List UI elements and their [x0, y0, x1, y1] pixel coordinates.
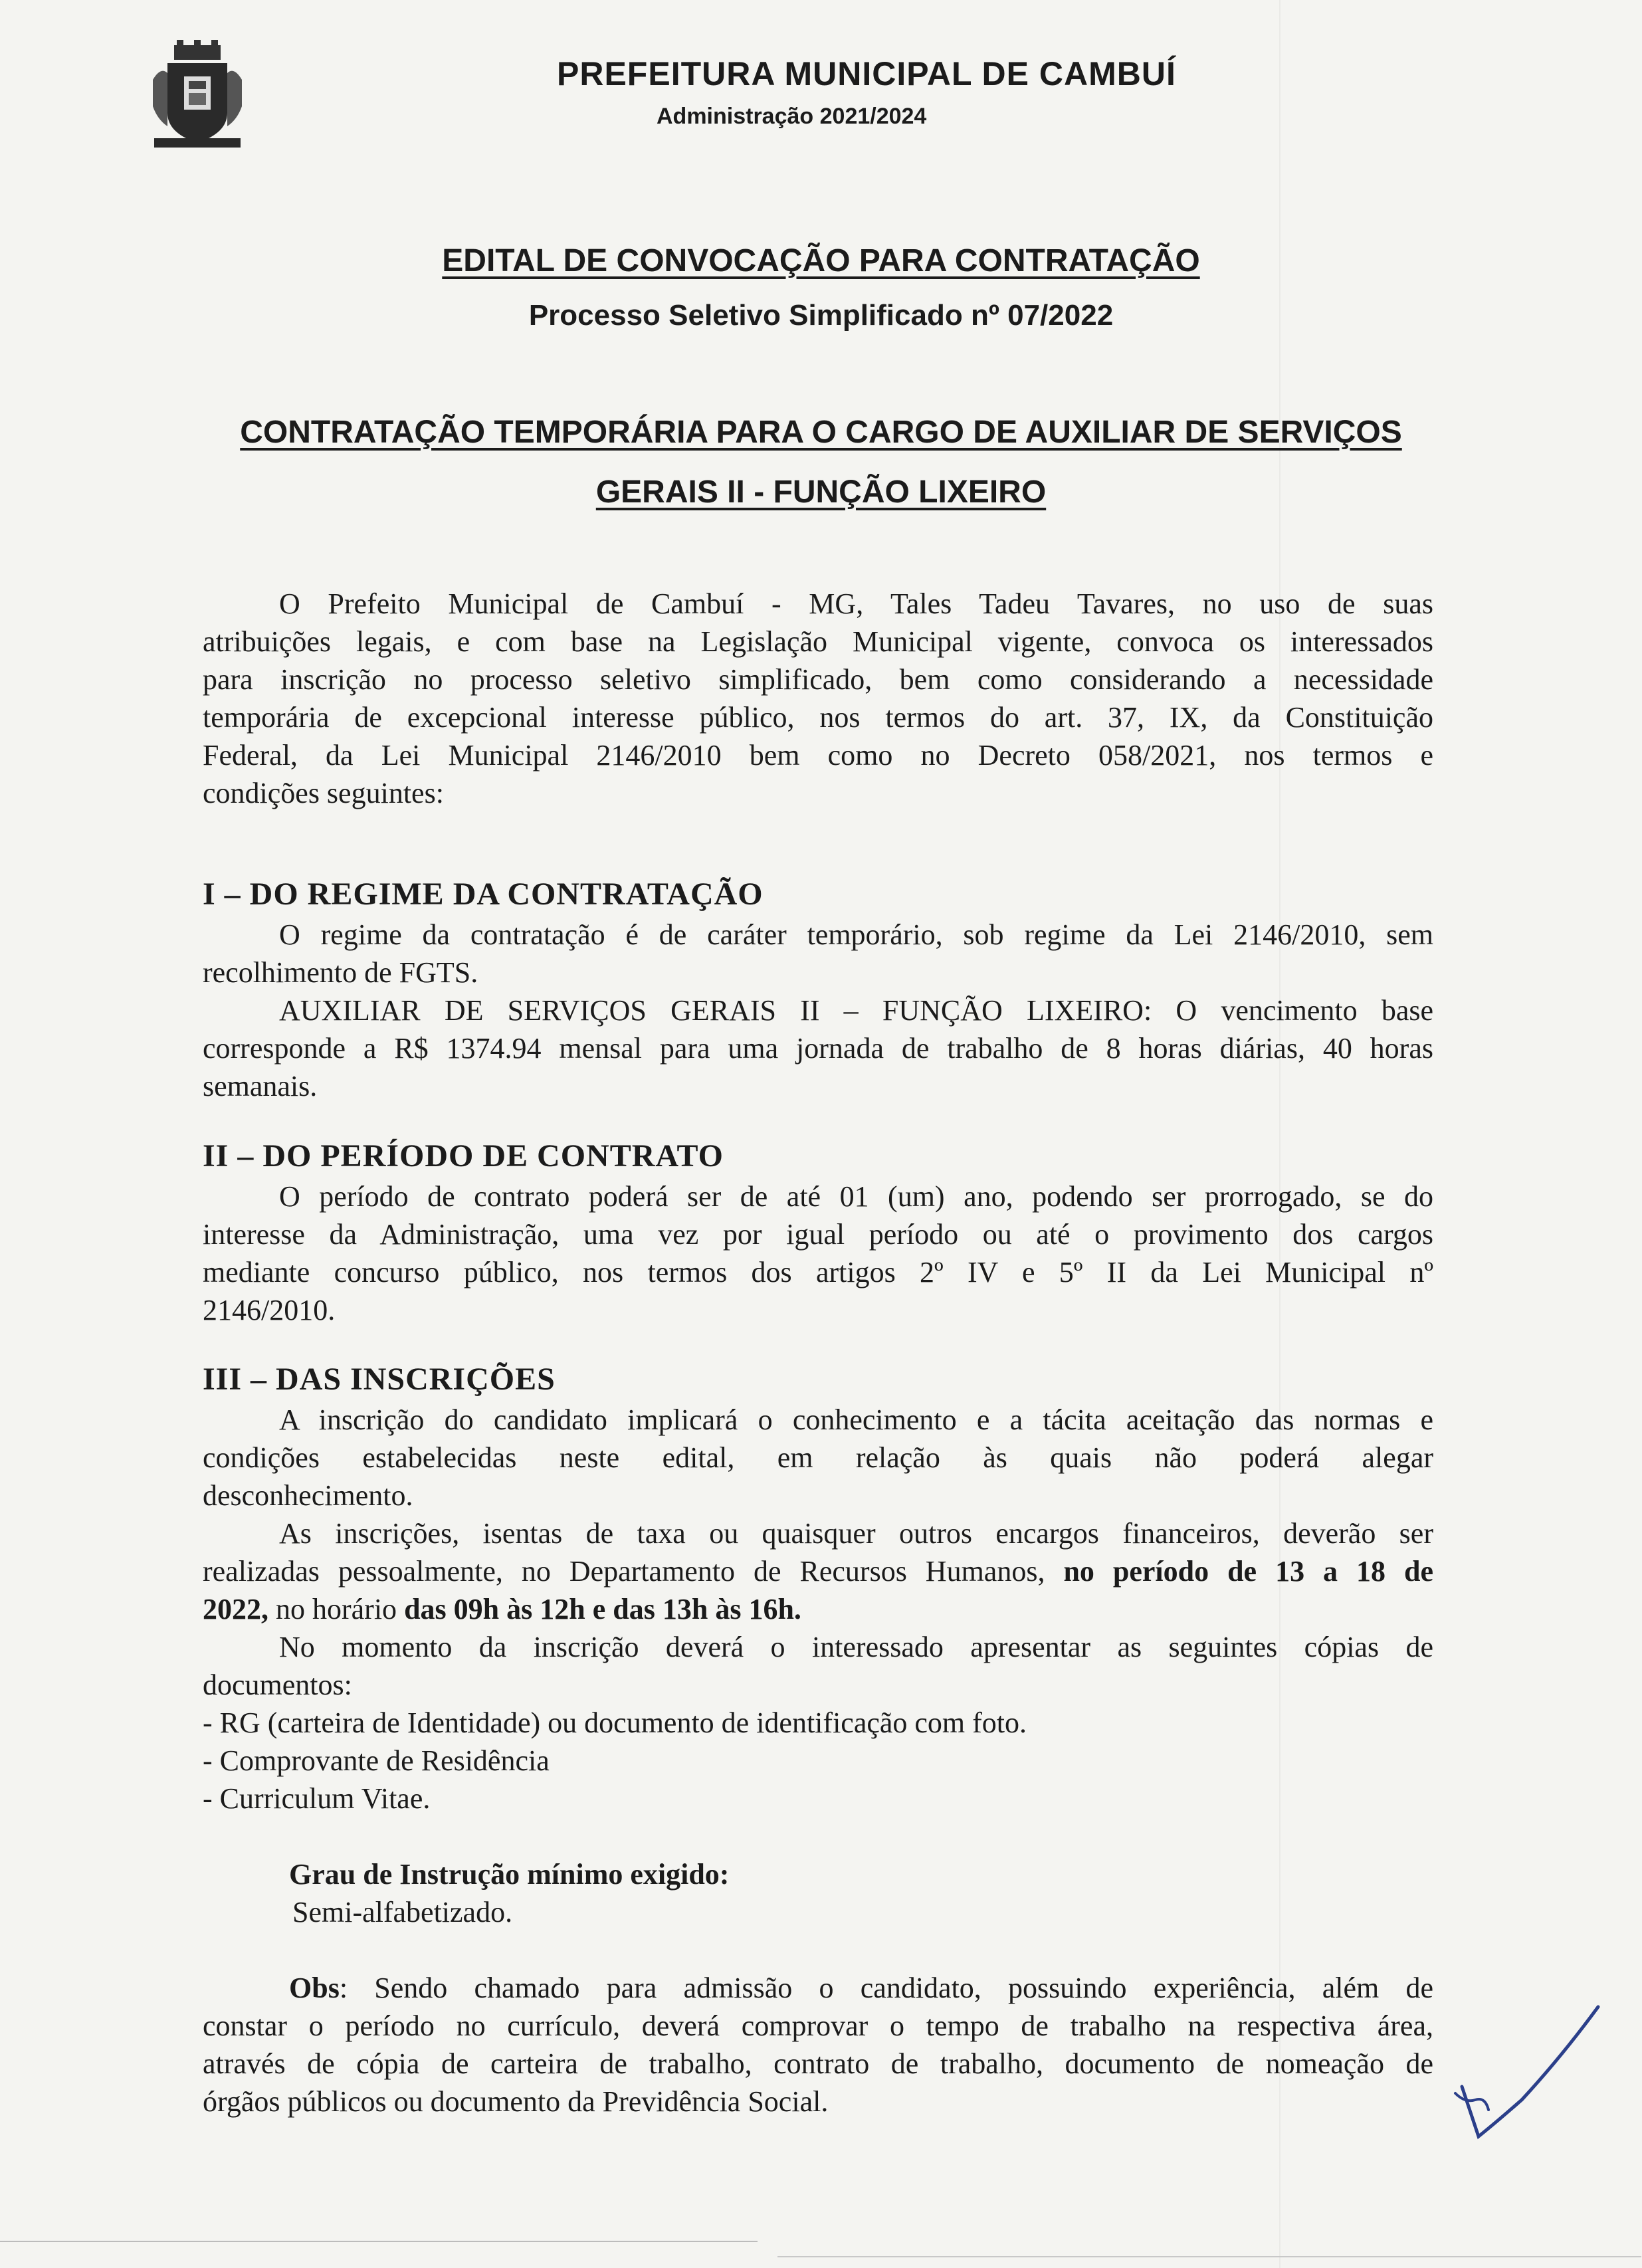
section-line: desconhecimento. [203, 1479, 413, 1512]
schedule-hours: das 09h às 12h e das 13h às 16h. [404, 1593, 801, 1625]
section-line: interesse da Administração, uma vez por igual período ou até o provimento dos cargos [203, 1218, 1433, 1251]
education-label [203, 1855, 1433, 1893]
obs-line: através de cópia de carteira de trabalho, contrato de trabalho, documento de nomeação de [203, 2047, 1433, 2080]
document-item: - RG (carteira de Identidade) ou documento de identificação com foto. [203, 1706, 1027, 1739]
education-label-text: Grau de Instrução mínimo exigido: [289, 1858, 730, 1891]
section-2-body [203, 1178, 1433, 1329]
section-line [203, 1552, 1433, 1590]
section-2-heading: II – DO PERÍODO DE CONTRATO [203, 1138, 724, 1174]
section-line: corresponde a R$ 1374.94 mensal para uma jornada de trabalho de 8 horas diárias, 40 horas [203, 1032, 1433, 1065]
registration-period: no período de 13 a 18 de [1045, 1555, 1433, 1588]
intro-line: para inscrição no processo seletivo simplificado, bem como considerando a necessidade [203, 663, 1433, 696]
intro-line: O Prefeito Municipal de Cambuí - MG, Tales Tadeu Tavares, no uso de suas [279, 587, 1433, 620]
section-line [203, 1590, 1433, 1628]
document-item: - Curriculum Vitae. [203, 1782, 431, 1815]
header-title: PREFEITURA MUNICIPAL DE CAMBUÍ [557, 55, 1176, 92]
section-line: 2146/2010. [203, 1294, 336, 1326]
scan-edge-line [777, 2256, 1641, 2257]
subject-line-2: GERAIS II - FUNÇÃO LIXEIRO [595, 474, 1047, 510]
handwritten-check-icon [1449, 1994, 1608, 2166]
obs-line: órgãos públicos ou documento da Previdência Social. [203, 2085, 829, 2118]
section-1-heading: I – DO REGIME DA CONTRATAÇÃO [203, 876, 764, 912]
section-1-body [203, 916, 1433, 1105]
intro-paragraph [203, 585, 1433, 812]
section-line: No momento da inscrição deverá o interessado apresentar as seguintes cópias de [279, 1631, 1433, 1663]
section-line: O regime da contratação é de caráter temporário, sob regime da Lei 2146/2010, sem [279, 918, 1433, 951]
scan-edge-line [0, 2241, 758, 2242]
section-line: As inscrições, isentas de taxa ou quaisquer outros encargos financeiros, deverão ser [279, 1517, 1433, 1550]
section-line: semanais. [203, 1070, 318, 1102]
obs-line: constar o período no currículo, deverá comprovar o tempo de trabalho na respectiva área, [203, 2010, 1433, 2042]
intro-line: Federal, da Lei Municipal 2146/2010 bem como no Decreto 058/2021, nos termos e [203, 739, 1433, 772]
schedule-label: no horário [268, 1593, 405, 1625]
section-line: mediante concurso público, nos termos dos artigos 2º IV e 5º II da Lei Municipal nº [203, 1256, 1433, 1289]
section-line: O período de contrato poderá ser de até 01 (um) ano, podendo ser prorrogado, se do [279, 1180, 1433, 1213]
intro-line: atribuições legais, e com base na Legislação Municipal vigente, convoca os interessados [203, 625, 1433, 658]
section-line: condições estabelecidas neste edital, em relação às quais não poderá alegar [203, 1441, 1433, 1474]
intro-line: condições seguintes: [203, 777, 444, 809]
section-line: recolhimento de FGTS. [203, 956, 478, 989]
subject-line-1: CONTRATAÇÃO TEMPORÁRIA PARA O CARGO DE AUXILIAR DE SERVIÇOS [240, 415, 1402, 450]
registration-year: 2022, [203, 1593, 268, 1625]
education-value: Semi-alfabetizado. [292, 1896, 513, 1928]
obs-text: : Sendo chamado para admissão o candidato, possuindo experiência, além de [339, 1972, 1433, 2004]
intro-line: temporária de excepcional interesse público, nos termos do art. 37, IX, da Constituição [203, 701, 1433, 734]
section-3-heading: III – DAS INSCRIÇÕES [203, 1362, 556, 1397]
section-line: documentos: [203, 1669, 352, 1701]
section-line: AUXILIAR DE SERVIÇOS GERAIS II – FUNÇÃO LIXEIRO: O vencimento base [279, 994, 1433, 1027]
process-number: Processo Seletivo Simplificado nº 07/2022 [528, 299, 1114, 332]
obs-line [203, 1969, 1433, 2007]
coat-of-arms-icon [148, 40, 247, 153]
registration-place: realizadas pessoalmente, no Departamento de Recursos Humanos, [203, 1555, 1045, 1588]
document-item: - Comprovante de Residência [203, 1744, 550, 1777]
edital-title: EDITAL DE CONVOCAÇÃO PARA CONTRATAÇÃO [442, 243, 1200, 278]
section-line: A inscrição do candidato implicará o conhecimento e a tácita aceitação das normas e [279, 1403, 1433, 1436]
obs-label: Obs [289, 1972, 340, 2004]
section-3-body [203, 1401, 1433, 2120]
header-subtitle: Administração 2021/2024 [657, 104, 927, 129]
